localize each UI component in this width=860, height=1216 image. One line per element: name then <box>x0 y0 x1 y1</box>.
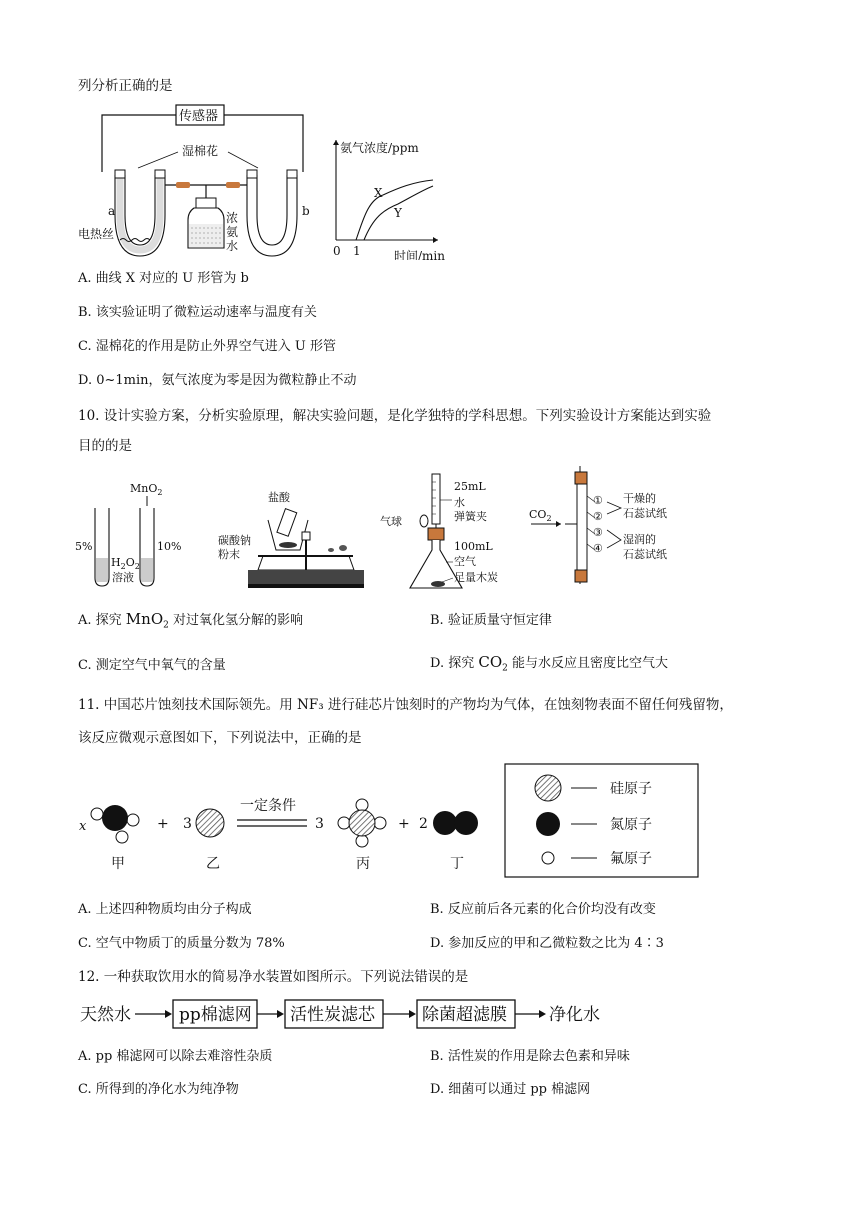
option-b: B. 该实验证明了微粒运动速率与温度有关 <box>78 305 317 320</box>
coef-3b: 3 <box>315 816 324 832</box>
svg-text:CO2: $CO_2$ <box>529 508 552 523</box>
graph-tick-1: 1 <box>353 244 361 258</box>
option-a: A. 上述四种物质均由分子构成 <box>78 902 252 917</box>
fluorine-legend-icon <box>542 852 554 864</box>
wet-paper-label-1: 湿润的 <box>623 533 656 546</box>
figure-d-co2-tube <box>525 462 705 587</box>
legend-nitrogen: 氮原子 <box>610 817 652 833</box>
ammonia-label-1: 浓 <box>226 211 239 225</box>
label-a: a <box>108 204 116 218</box>
curve-x-label: X <box>374 186 383 200</box>
graph-ylabel: 氨气浓度/ppm <box>340 141 419 155</box>
option-a: A. pp 棉滤网可以除去难溶性杂质 <box>78 1049 273 1064</box>
air-label: 空气 <box>454 555 476 568</box>
clip-label: 弹簧夹 <box>454 510 487 523</box>
question-stem-tail: 列分析正确的是 <box>78 78 173 94</box>
question-11-stem: 11. 中国芯片蚀刻技术国际领先。用 NF₃ 进行硅芯片蚀刻时的产物均为气体，在蚀刻物表面不留任何残留物， <box>78 697 733 713</box>
rubber-connector <box>176 182 190 188</box>
label-yi: 乙 <box>206 856 220 872</box>
water-purification-flow <box>75 995 635 1035</box>
mno2-label: MnO <box>130 482 158 495</box>
ammonia-label-2: 氨 <box>226 225 239 239</box>
ml100-label: 100mL <box>454 540 493 553</box>
svg-text:MnO2: MnO$_2$ <box>130 482 163 497</box>
rubber-connector <box>226 182 240 188</box>
silicon-atom <box>196 809 224 837</box>
option-d: D. 0~1min，氨气浓度为零是因为微粒静止不动 <box>78 373 357 388</box>
silicon-legend-icon <box>535 775 561 801</box>
question-10-stem-2: 目的的是 <box>78 438 132 454</box>
option-d: D. 细菌可以通过 pp 棉滤网 <box>430 1082 591 1097</box>
flow-step-2: 活性炭滤芯 <box>290 1005 375 1025</box>
figure-a-test-tubes <box>75 478 190 593</box>
pct-10-label: 10% <box>157 540 182 553</box>
legend-fluorine: 氟原子 <box>610 851 652 867</box>
option-d: D. 参加反应的甲和乙微粒数之比为 4∶3 <box>430 936 664 951</box>
coef-3a: 3 <box>183 816 192 832</box>
label-ding: 丁 <box>450 856 464 872</box>
svg-text:H2O2: $H_2O_2$ <box>111 556 140 571</box>
nitrogen-legend-icon <box>536 812 560 836</box>
label-jia: 甲 <box>111 856 125 872</box>
reaction-condition: 一定条件 <box>240 798 296 814</box>
option-b: B. 验证质量守恒定律 <box>430 613 552 628</box>
marker-1: ① <box>593 494 603 507</box>
flow-step-3: 除菌超滤膜 <box>422 1005 507 1025</box>
carbon-label: 足量木炭 <box>454 571 498 584</box>
option-b: B. 反应前后各元素的化合价均没有改变 <box>430 902 656 917</box>
graph-tick-0: 0 <box>333 244 341 258</box>
question-12-stem: 12. 一种获取饮用水的简易净水装置如图所示。下列说法错误的是 <box>78 969 469 985</box>
marker-3: ③ <box>593 526 603 539</box>
flow-output: 净化水 <box>549 1005 600 1025</box>
ammonia-label-3: 水 <box>226 239 239 253</box>
dry-paper-label-1: 干燥的 <box>623 492 656 505</box>
solution-label: 溶液 <box>112 571 134 584</box>
option-b: B. 活性炭的作用是除去色素和异味 <box>430 1049 630 1064</box>
question-10-stem: 10. 设计实验方案，分析实验原理，解决实验问题，是化学独特的学科思想。下列实验设计方案能达到实验 <box>78 408 712 424</box>
nitrogen-atom <box>102 805 128 831</box>
coef-x: x <box>79 819 87 834</box>
question-11-stem-2: 该反应微观示意图如下，下列说法中，正确的是 <box>78 730 362 746</box>
marker-4: ④ <box>593 542 603 555</box>
powder-label-1: 碳酸钠 <box>218 534 251 547</box>
dry-paper-label-2: 石蕊试纸 <box>623 507 667 520</box>
legend-silicon: 硅原子 <box>610 781 652 797</box>
balloon-label: 气球 <box>380 515 402 528</box>
figure-b-balance <box>218 490 368 590</box>
flow-source: 天然水 <box>80 1005 131 1025</box>
legend-box <box>505 764 698 877</box>
marker-2: ② <box>593 510 603 523</box>
u-tube-apparatus-diagram <box>78 100 478 260</box>
coef-2: 2 <box>419 816 428 832</box>
plus-2: + <box>398 816 410 832</box>
plus-1: + <box>157 816 169 832</box>
ml25-label: 25mL <box>454 480 486 493</box>
reaction-micro-diagram <box>75 760 795 880</box>
water-label: 水 <box>454 496 465 509</box>
curve-y-label: Y <box>394 206 402 220</box>
option-a: A. 曲线 X 对应的 U 形管为 b <box>78 271 249 286</box>
pct-5-label: 5% <box>75 540 93 553</box>
option-c: C. 空气中物质丁的质量分数为 78% <box>78 936 285 951</box>
powder-label-2: 粉末 <box>218 548 240 561</box>
acid-label: 盐酸 <box>268 491 290 504</box>
label-bing: 丙 <box>356 856 370 872</box>
heater-label: 电热丝 <box>78 227 115 241</box>
label-b: b <box>302 204 310 218</box>
cotton-label: 湿棉花 <box>182 144 219 158</box>
sensor-label: 传感器 <box>179 109 219 124</box>
wet-paper-label-2: 石蕊试纸 <box>623 548 667 561</box>
option-c: C. 测定空气中氧气的含量 <box>78 658 226 673</box>
option-d: D. 探究 $CO_2$ 能与水反应且密度比空气大 <box>430 653 669 674</box>
flow-step-1: pp棉滤网 <box>179 1005 252 1025</box>
option-c: C. 湿棉花的作用是防止外界空气进入 U 形管 <box>78 339 336 354</box>
figure-c-flask <box>380 470 515 595</box>
option-c: C. 所得到的净化水为纯净物 <box>78 1082 239 1097</box>
graph-xlabel: 时间/min <box>394 249 445 260</box>
option-a: A. 探究 MnO$_2$ 对过氧化氢分解的影响 <box>78 610 303 631</box>
co2-label: CO <box>529 508 547 521</box>
